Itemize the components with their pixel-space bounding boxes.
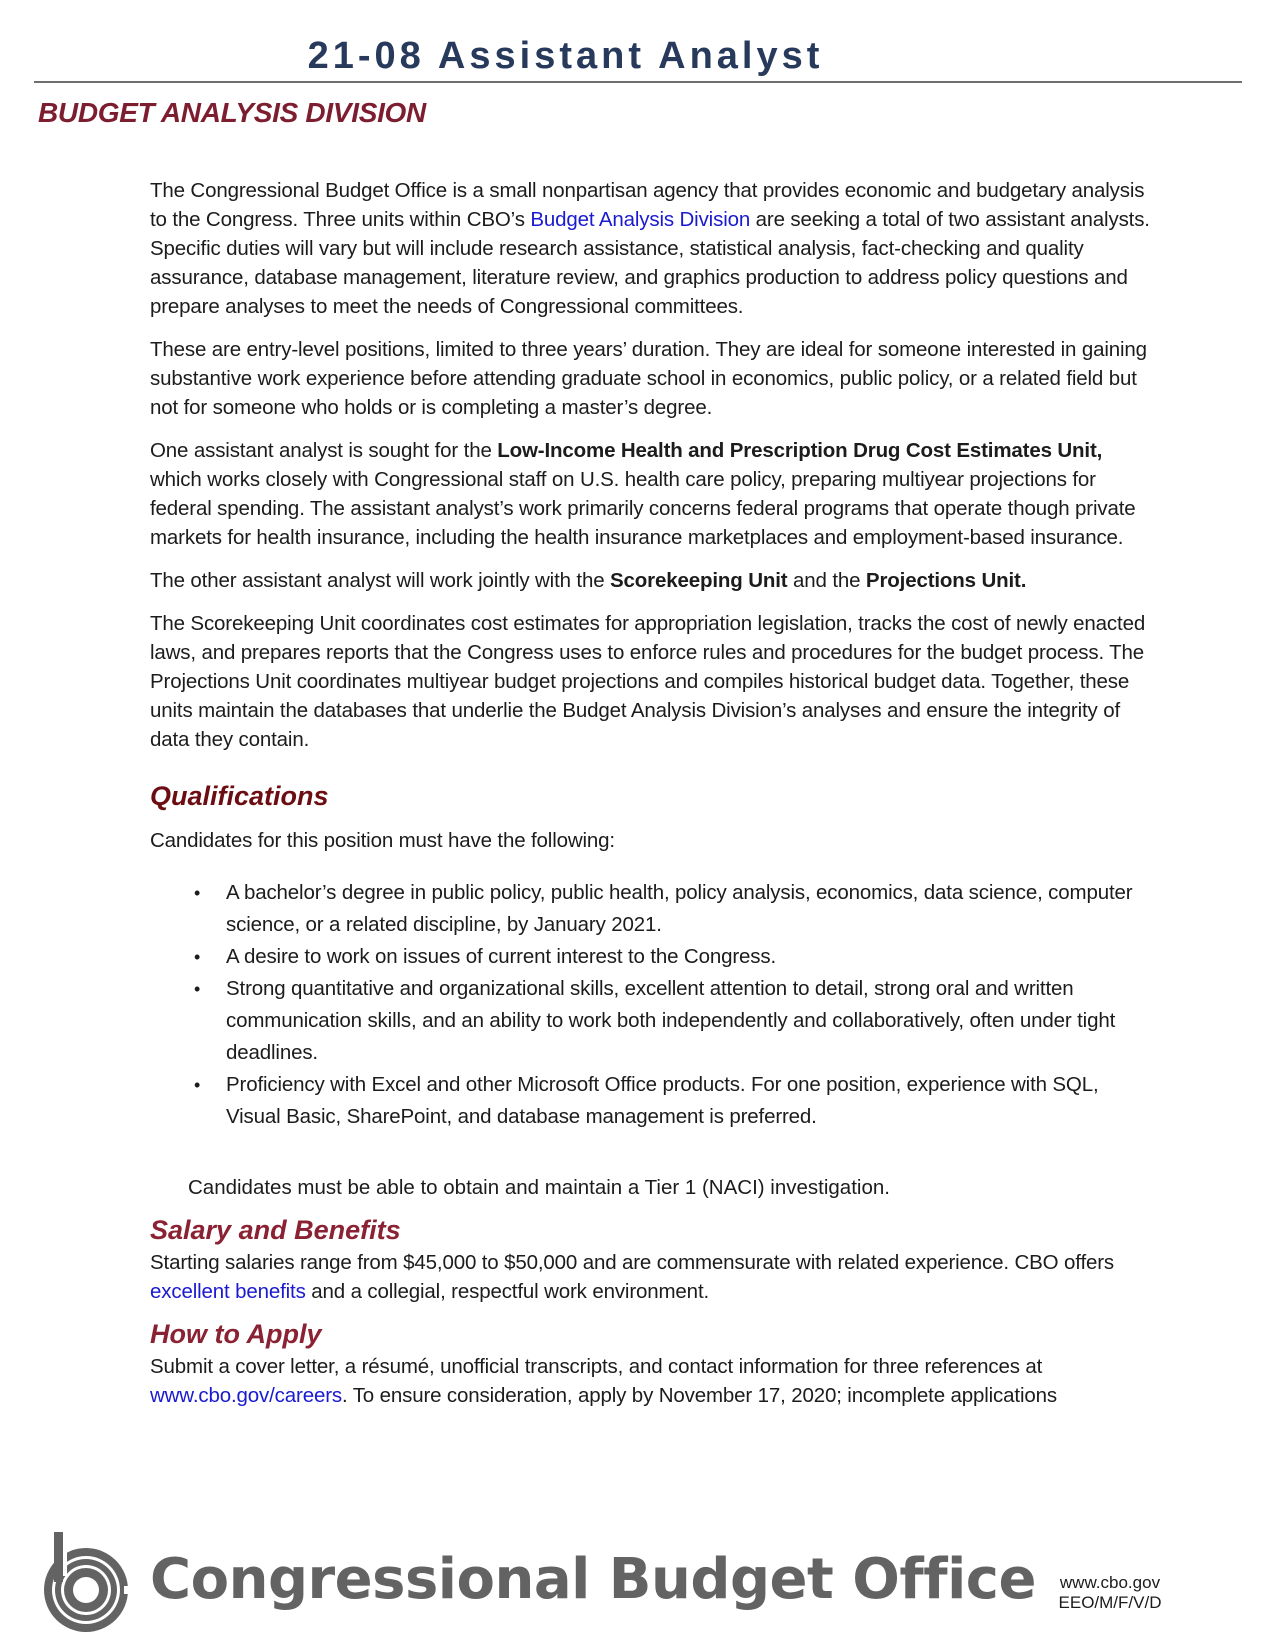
bullet-icon: •	[194, 947, 201, 967]
page-title	[0, 34, 1275, 78]
excellent-benefits-link[interactable]: excellent benefits	[150, 1280, 306, 1303]
budget-analysis-division-link[interactable]: Budget Analysis Division	[530, 208, 751, 231]
intro-paragraph-1	[150, 176, 1150, 321]
website-text: www.cbo.gov	[1059, 1573, 1161, 1592]
qualifications-list	[150, 877, 1150, 1133]
intro-paragraph-3	[150, 436, 1150, 552]
text-span: The other assistant analyst will work jointly with the	[150, 569, 611, 592]
qualifications-heading: Qualifications	[150, 781, 329, 811]
title-text: 21-08 Assistant Analyst	[307, 35, 824, 77]
qualification-item	[194, 973, 1150, 1069]
qualification-item	[194, 1069, 1150, 1133]
salary-heading: Salary and Benefits	[150, 1215, 401, 1245]
how-to-apply-heading: How to Apply	[150, 1319, 322, 1349]
qualification-text: Proficiency with Excel and other Microsoft Office products. For one position, experience with SQL, Visual Basic, SharePoint, and database management is preferred.	[226, 1073, 1099, 1128]
apply-paragraph	[150, 1352, 1150, 1410]
division-heading: BUDGET ANALYSIS DIVISION	[38, 97, 426, 128]
investigation-note: Candidates must be able to obtain and maintain a Tier 1 (NACI) investigation.	[188, 1176, 890, 1199]
text-span: . To ensure consideration, apply by November 17, 2020; incomplete applications	[341, 1384, 1057, 1407]
qualification-item	[194, 941, 1150, 973]
qualification-text: Strong quantitative and organizational skills, excellent attention to detail, strong oral and written communication skills, and an ability to work both independently and collaboratively, often under tight deadlines.	[226, 977, 1116, 1064]
intro-paragraph-5: The Scorekeeping Unit coordinates cost estimates for appropriation legislation, tracks the cost of newly enacted laws, and prepares reports that the Congress uses to enforce rules and procedures for the budget process. The Projections Unit coordinates multiyear budget projections and compiles historical budget data. Together, these units maintain the databases that underlie the Budget Analysis Division’s analyses and ensure the integrity of data they contain.	[150, 612, 1146, 751]
text-span: are seeking a total of two assistant analysts. Specific duties will vary but will include research assistance, statistical analysis, fact-checking and quality assurance, database management, literature review, and graphics production to address policy questions and prepare analyses to meet the needs of Congressional committees.	[150, 208, 1150, 318]
cbo-logo-icon	[34, 1532, 134, 1632]
text-span: Starting salaries range from $45,000 to $50,000 and are commensurate with related experience. CBO offers	[150, 1251, 1115, 1274]
unit-name-projections: Projections Unit.	[865, 569, 1027, 592]
text-span: The Congressional Budget Office is a small nonpartisan agency that provides economic and budgetary analysis to the Congress. Three units within CBO’s	[150, 179, 1145, 231]
intro-paragraph-2: These are entry-level positions, limited to three years’ duration. They are ideal for someone interested in gaining substantive work experience before attending graduate school in economics, public policy, or a related field but not for someone who holds or is completing a master’s degree.	[150, 338, 1147, 419]
qualification-text: A bachelor’s degree in public policy, public health, policy analysis, economics, data science, computer science, or a related discipline, by January 2021.	[226, 881, 1133, 936]
footer-contact	[1040, 1573, 1180, 1613]
document-body	[150, 176, 1150, 1410]
text-span: and the	[787, 569, 866, 592]
unit-name-scorekeeping: Scorekeeping Unit	[610, 569, 788, 592]
text-span: One assistant analyst is sought for the	[150, 439, 498, 462]
qualifications-intro: Candidates for this position must have the following:	[150, 829, 615, 852]
organization-name: Congressional Budget Office	[150, 1547, 1036, 1612]
intro-paragraph-4	[150, 566, 1150, 595]
bullet-icon: •	[194, 979, 201, 999]
text-span: Submit a cover letter, a résumé, unofficial transcripts, and contact information for three references at	[150, 1355, 1043, 1378]
unit-name-low-income-health: Low-Income Health and Prescription Drug Cost Estimates Unit,	[497, 439, 1103, 462]
text-span: which works closely with Congressional staff on U.S. health care policy, preparing multiyear projections for federal spending. The assistant analyst’s work primarily concerns federal programs that operate though private markets for health insurance, including the health insurance marketplaces and employment-based insurance.	[150, 468, 1136, 549]
bullet-icon: •	[194, 1075, 201, 1095]
bullet-icon: •	[194, 883, 201, 903]
qualification-text: A desire to work on issues of current interest to the Congress.	[226, 945, 777, 968]
qualification-item	[194, 877, 1150, 941]
salary-paragraph	[150, 1248, 1150, 1306]
careers-link[interactable]: www.cbo.gov/careers	[150, 1384, 342, 1407]
eeo-statement: EEO/M/F/V/D	[1058, 1593, 1162, 1612]
title-divider	[34, 81, 1242, 83]
text-span: and a collegial, respectful work environment.	[305, 1280, 710, 1303]
